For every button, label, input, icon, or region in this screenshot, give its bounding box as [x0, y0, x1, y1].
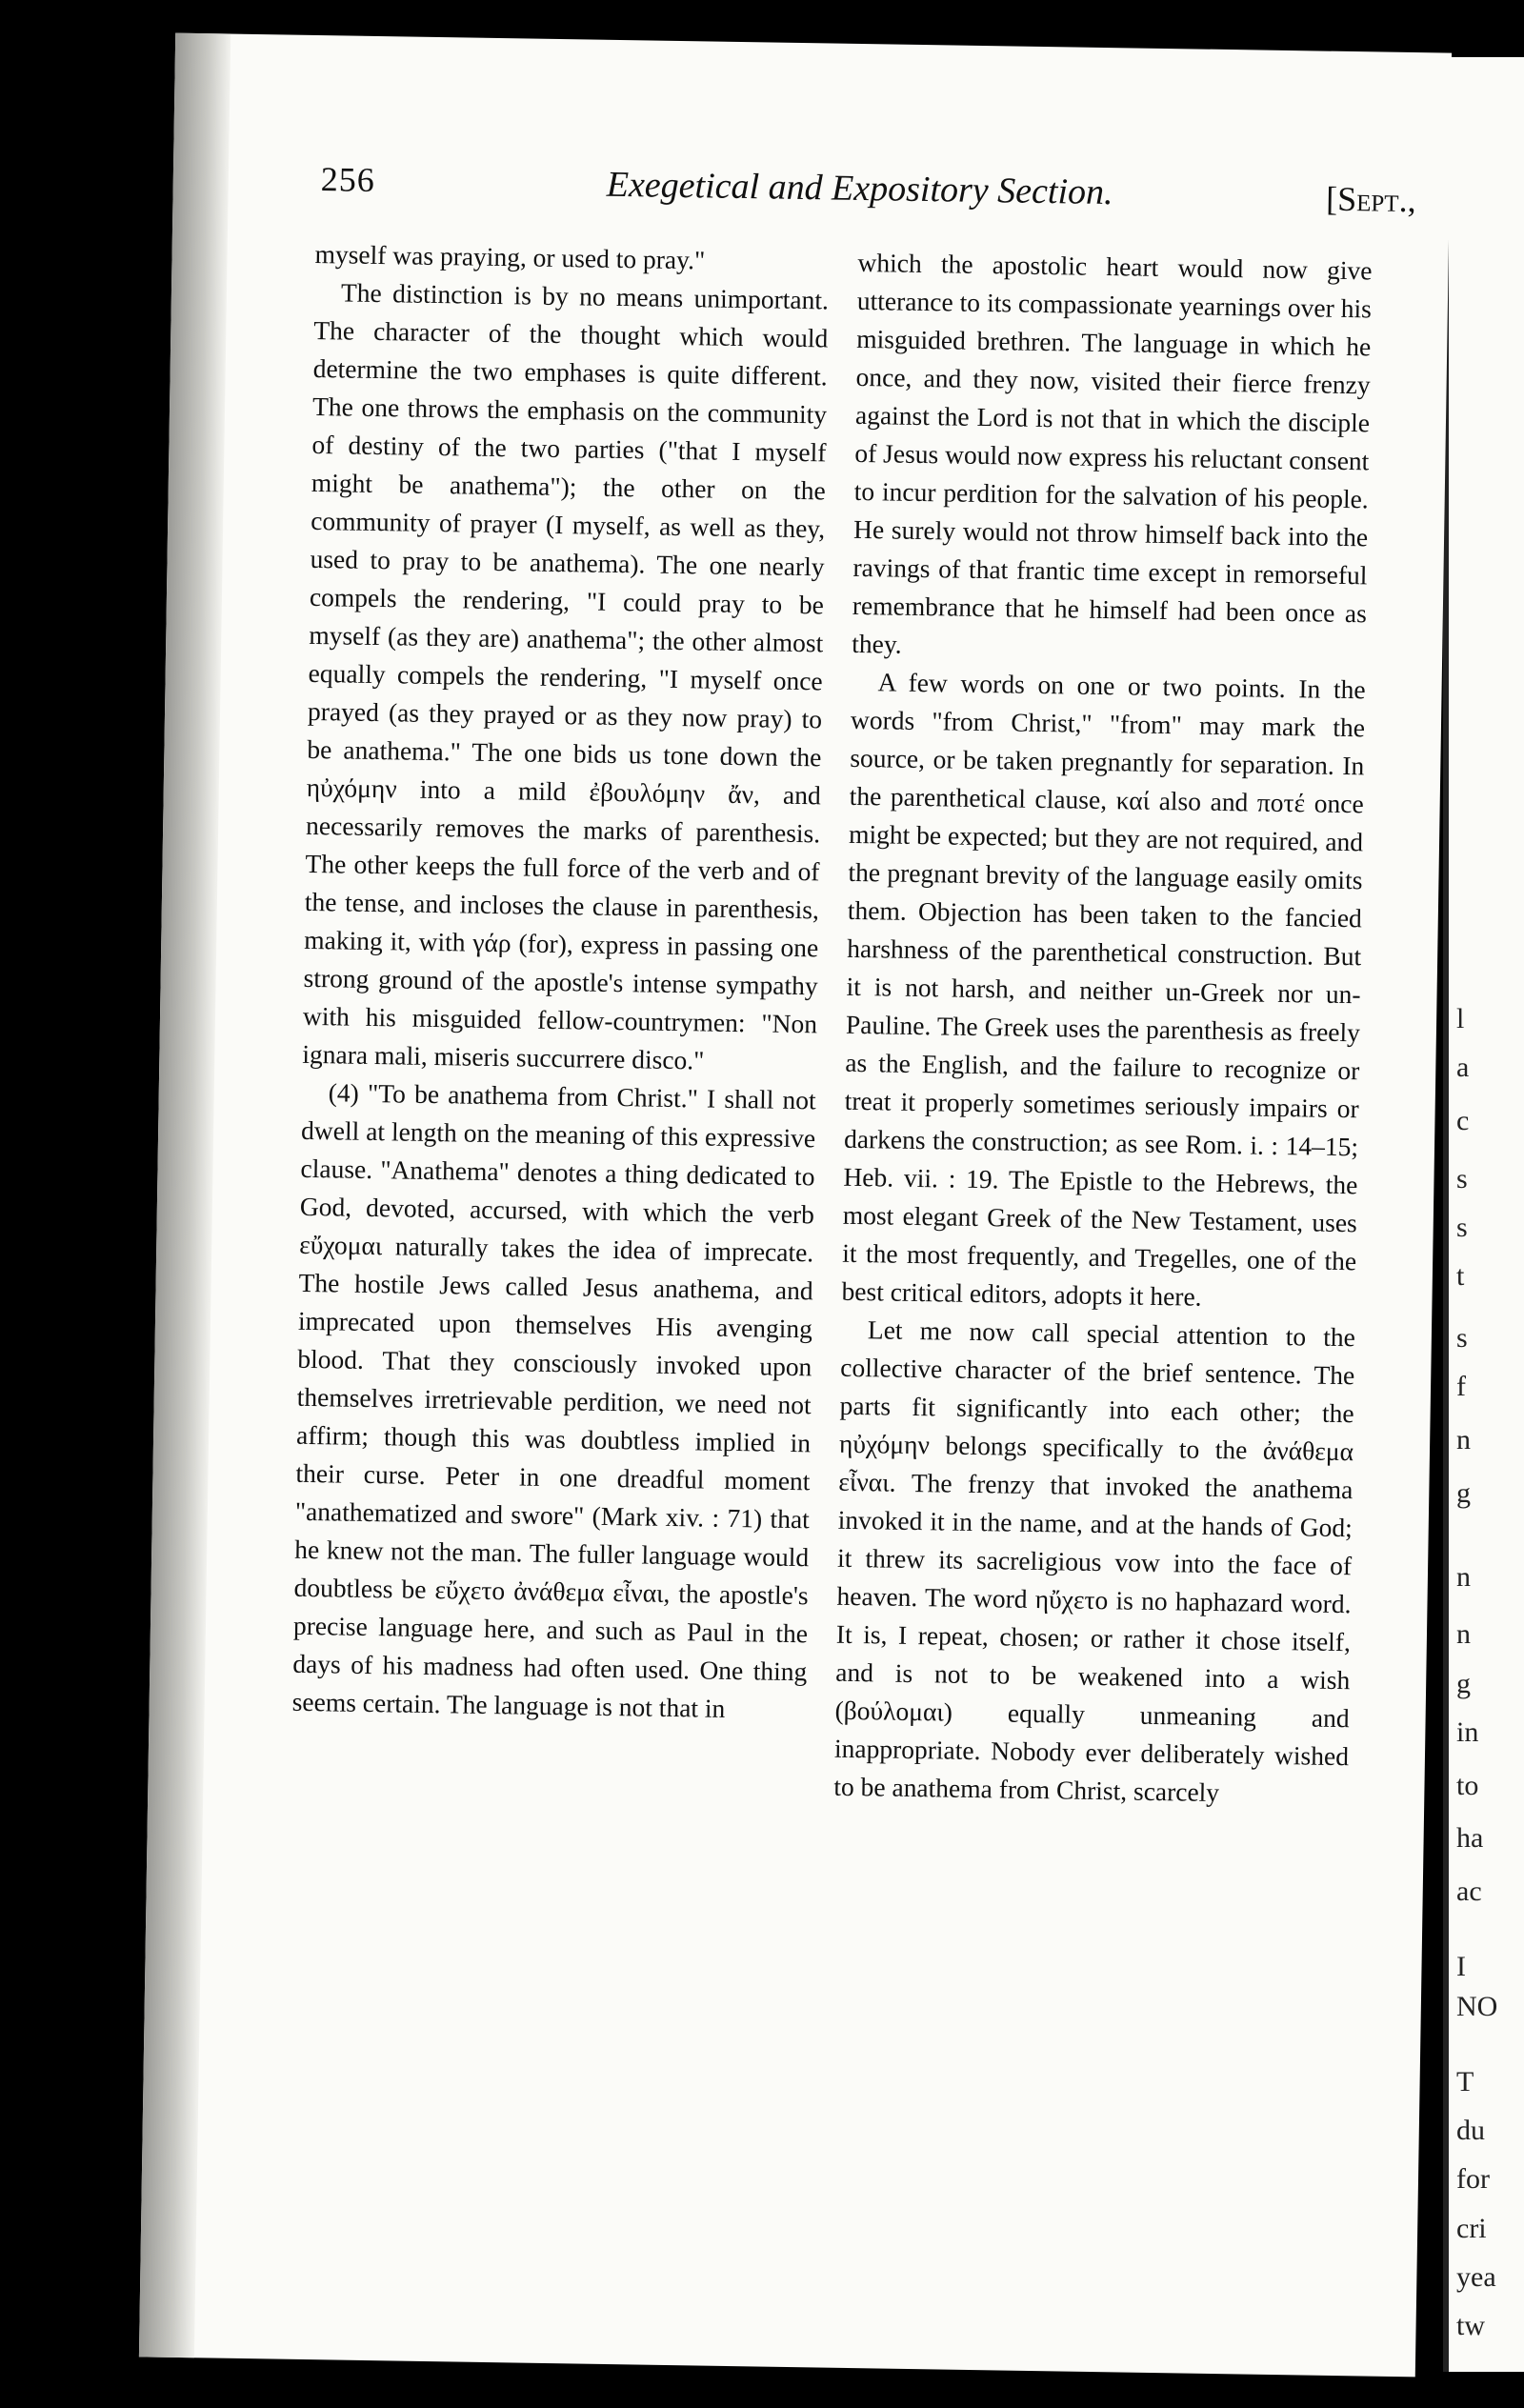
facing-page-fragment: ac: [1456, 1876, 1482, 1908]
book-page: [139, 33, 1452, 2378]
facing-page-fragment: t: [1456, 1259, 1465, 1292]
facing-page-fragment: n: [1456, 1423, 1471, 1455]
left-column: [291, 235, 829, 1729]
paragraph: which the apostolic heart would now give utterance to its compassionate yearnings over his misguided brethren. The language in which he once, and they now, visited their fierce frenzy against the Lord is not that in which the disciple of Jesus would now express his reluctant consent to incur perdition for the salvation of his people. He surely would not throw himself back into the ravings of that frantic time except in remorseful remembrance that he himself had been once as they.: [852, 247, 1373, 659]
section-title: Exegetical and Expository Section.: [606, 164, 1113, 213]
right-column: [833, 244, 1373, 1814]
running-head: [320, 159, 1416, 224]
facing-page-fragment: T: [1456, 2066, 1474, 2098]
paragraph: A few words on one or two points. In the words "from Christ," "from" may mark the source, or be taken pregnantly for separation. In the parenthetical clause, καί also and ποτέ once might be expected; but they are not required, and the pregnant brevity of the language easily omits them. Objection has been taken to the fancied harshness of the parenthetical construction. But it is not harsh, and neither un-Greek nor un-Pauline. The Greek uses the parenthesis as freely as the English, and the failure to recognize or treat it properly sometimes seriously impairs or darkens the construction; as see Rom. i. : 14–15; Heb. vii. : 19. The Epistle to the Hebrews, the most elegant Greek of the New Testament, uses it the most frequently, and Tregelles, one of the best critical editors, adopts it here.: [841, 667, 1366, 1312]
facing-page-fragment: s: [1456, 1321, 1468, 1354]
facing-page-fragment: f: [1456, 1371, 1466, 1403]
facing-page-fragment: to: [1456, 1769, 1479, 1801]
facing-page-fragment: g: [1456, 1667, 1471, 1699]
running-head-month: [Sept.,: [1325, 179, 1416, 220]
facing-page-fragment: yea: [1456, 2260, 1496, 2293]
facing-page-fragment: for: [1456, 2163, 1490, 2196]
facing-page-edge: [1443, 57, 1524, 2372]
facing-page-fragment: tw: [1456, 2309, 1485, 2341]
paragraph: (4) "To be anathema from Christ." I shall not dwell at length on the meaning of this expressive clause. "Anathema" denotes a thing dedicated to God, devoted, accursed, with which the verb εὔχομαι naturally takes the idea of imprecate. The hostile Jews called Jesus anathema, and imprecated upon themselves His avenging blood. That they consciously invoked upon themselves irretrievable perdition, we need not affirm; though this was doubtless implied in their curse. Peter in one dreadful moment "anathematized and swore" (Mark xiv. : 71) that he knew not the man. The fuller language would doubtless be εὔχετο ἀνάθεμα εἶναι, the apostle's precise language here, and such as Paul in the days of his madness had often used. One thing seems certain. The language is not that in: [291, 1077, 816, 1723]
facing-page-fragment: I: [1456, 1951, 1466, 1983]
paragraph: Let me now call special attention to the collective character of the brief sentence. The parts fit significantly into each other; the ηὐχόμην belongs specifically to the ἀνάθεμα εἶναι. The frenzy that invoked the anathema invoked it in the name, and at the hands of God; it threw its sacreligious vow into the face of heaven. The word ηὔχετο is no haphazard word. It is, I repeat, chosen; or rather it chose itself, and is not to be weakened into a wish (βούλομαι) equally unmeaning and inappropriate. Nobody ever deliberately wished to be anathema from Christ, scarcely: [833, 1314, 1356, 1808]
facing-page-fragment: cri: [1456, 2212, 1487, 2244]
facing-page-fragment: s: [1456, 1211, 1468, 1243]
facing-page-fragment: s: [1456, 1162, 1468, 1194]
facing-page-fragment: du: [1456, 2115, 1485, 2147]
facing-page-fragment: a: [1456, 1052, 1470, 1084]
paragraph: The distinction is by no means unimportant. The character of the thought which would determine the two emphases is quite different. The one throws the emphasis on the community of destiny of the two parties ("that I myself might be anathema"); the other on the community of prayer (I myself, as well as they, used to pray to be anathema). The one nearly compels the rendering, "I could pray to be myself (as they are) anathema"; the other almost equally compels the rendering, "I myself once prayed (as they prayed or as they now pray) to be anathema." The one bids us tone down the ηὐχόμην into a mild ἐβουλόμην ἄν, and necessarily removes the marks of parenthesis. The other keeps the full force of the verb and of the tense, and incloses the clause in parenthesis, making it, with γάρ (for), express in passing one strong ground of the apostle's intense sympathy with his misguided fellow-countrymen: "Non ignara mali, miseris succurrere disco.": [302, 277, 830, 1075]
paragraph: myself was praying, or used to pray.": [314, 238, 706, 275]
facing-page-fragment: n: [1456, 1618, 1471, 1651]
facing-page-fragment: in: [1456, 1716, 1479, 1748]
page-number: 256: [320, 160, 376, 199]
facing-page-fragment: ha: [1456, 1822, 1484, 1855]
facing-page-fragment: c: [1456, 1105, 1470, 1137]
facing-page-fragment: NO: [1456, 1991, 1498, 2023]
facing-page-fragment: n: [1456, 1561, 1471, 1593]
facing-page-fragment: g: [1456, 1476, 1471, 1509]
facing-page-fragment: l: [1456, 1003, 1465, 1035]
